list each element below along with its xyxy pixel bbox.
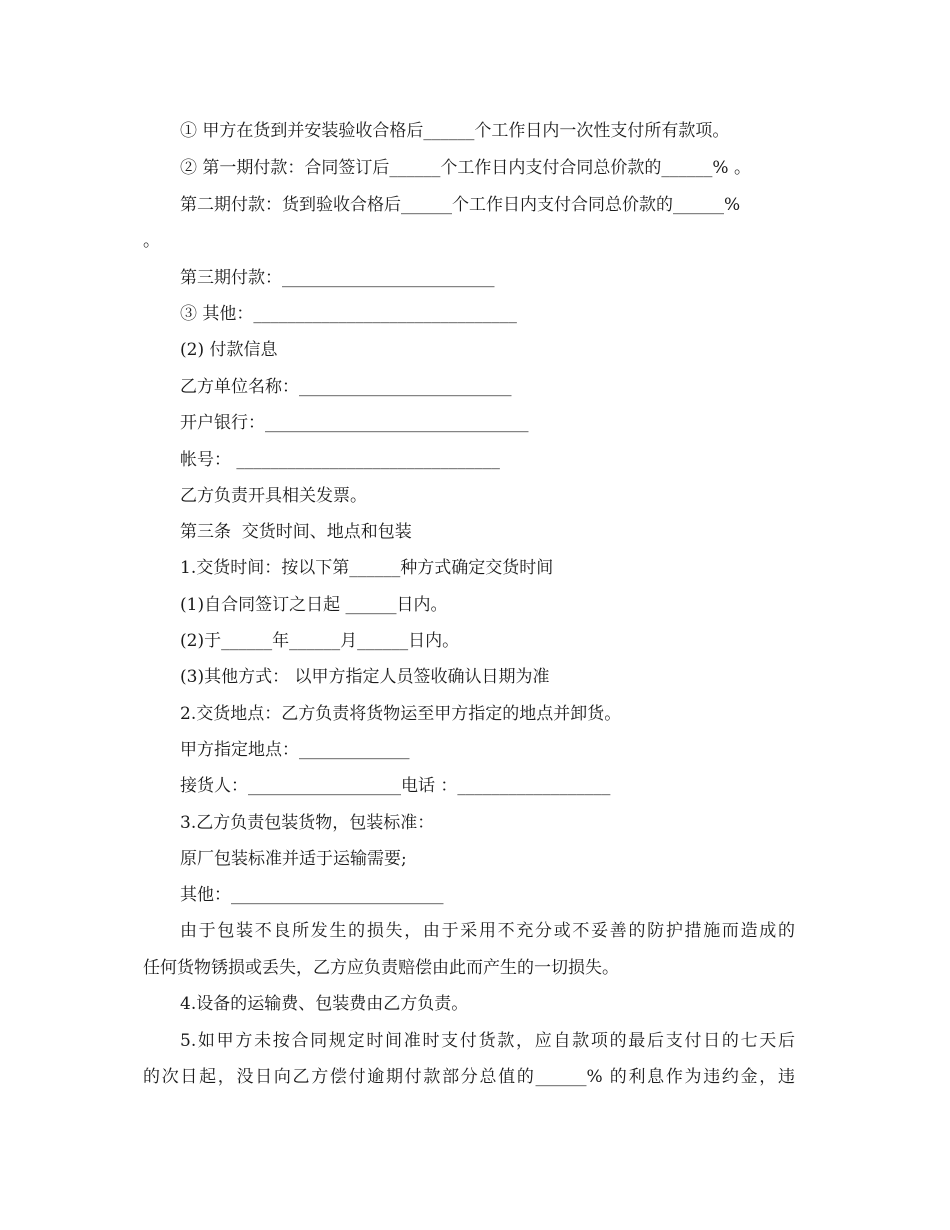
late-payment-paragraph-line-1: 5.如甲方未按合同规定时间准时支付货款，应自款项的最后支付日的七天后 [180, 1031, 795, 1051]
bank-name: 开户银行：_______________________________ [180, 413, 529, 433]
delivery-time-option-2: (2)于______年______月______日内。 [180, 631, 460, 651]
packaging-damage-paragraph-line-1: 由于包装不良所发生的损失，由于采用不充分或不妥善的防护措施而造成的 [180, 921, 795, 941]
second-installment-end: 。 [143, 231, 160, 251]
transport-fee-clause: 4.设备的运输费、包装费由乙方负责。 [180, 994, 469, 1014]
delivery-time: 1.交货时间：按以下第______种方式确定交货时间 [180, 558, 554, 578]
packaging-clause: 3.乙方负责包装货物，包装标准： [180, 813, 435, 833]
late-payment-paragraph-line-2: 的次日起，没日向乙方偿付逾期付款部分总值的______% 的利息作为违约金，违 [143, 1067, 795, 1087]
packaging-damage-paragraph-line-2: 任何货物锈损或丢失，乙方应负责赔偿由此而产生的一切损失。 [143, 958, 619, 978]
payment-option-1: ① 甲方在货到并安装验收合格后______个工作日内一次性支付所有款项。 [180, 121, 730, 141]
account-number: 帐号： _______________________________ [180, 450, 500, 470]
invoice-note: 乙方负责开具相关发票。 [180, 486, 367, 506]
party-b-company-name: 乙方单位名称：_________________________ [180, 377, 512, 397]
receiver-and-phone: 接货人：__________________电话 ：__________________ [180, 776, 611, 796]
packaging-other: 其他：_________________________ [180, 885, 444, 905]
payment-info-heading: (2) 付款信息 [180, 340, 278, 360]
packaging-standard: 原厂包装标准并适于运输需要; [180, 849, 407, 869]
party-a-designated-location: 甲方指定地点：_____________ [180, 740, 410, 760]
delivery-time-option-1: (1)自合同签订之日起 ______日内。 [180, 595, 448, 615]
second-installment: 第二期付款：货到验收合格后______个工作日内支付合同总价款的______% [180, 195, 741, 215]
delivery-location: 2.交货地点：乙方负责将货物运至甲方指定的地点并卸货。 [180, 704, 622, 724]
third-installment: 第三期付款：_________________________ [180, 268, 495, 288]
article-3-heading: 第三条 交货时间、地点和包装 [180, 522, 412, 542]
payment-option-2-first-installment: ② 第一期付款：合同签订后______个工作日内支付合同总价款的______% 。 [180, 158, 751, 178]
payment-option-3-other: ③ 其他：_______________________________ [180, 304, 517, 324]
delivery-time-option-3: (3)其他方式： 以甲方指定人员签收确认日期为准 [180, 667, 550, 687]
